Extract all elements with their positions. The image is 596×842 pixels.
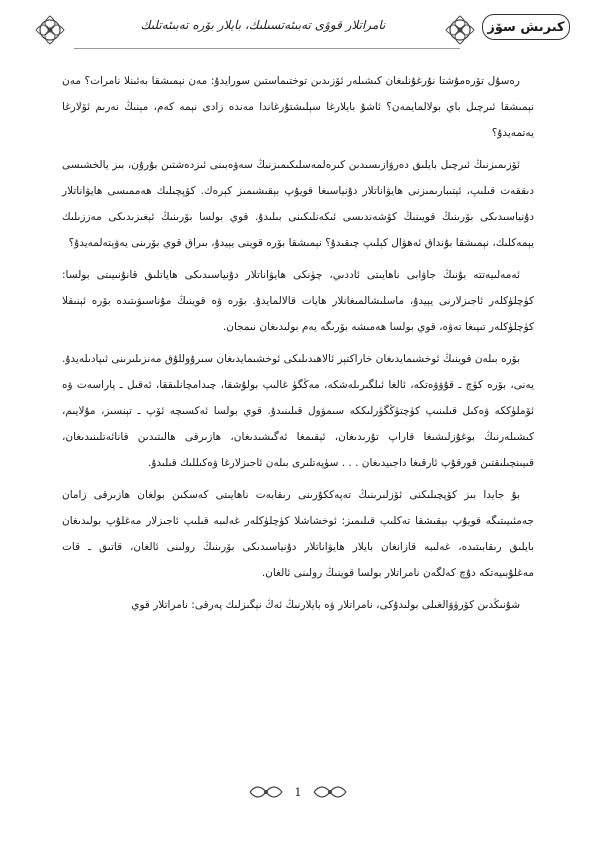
paragraph: رەسۇل تۆرەمۇشتا نۇرغۇنلىغان كىشىلەر ئۆزىدىن توختىماستىن سورايدۇ: مەن نېمىشقا بەئىنلا نامرات؟ مەن نېمىشقا ئىرچىل باي بولالمايمەن؟ ئاشۇ بايلارغا سېلىشتۇرغاندا مەندە زادى نېمە كەم، مېنىڭ نەرىم ئۆلارغا يەتمەيدۇ؟ (62, 75, 534, 139)
paragraph: بۆرە بىلەن قوينىڭ ئوخشىمايدىغان خاراكتېر ئالاھىدىلىكى ئوخشىمايدىغان سىرۇوللۇق مەنزىلىرىنى ئىپادىلەيدۇ. يەنى، بۆرە كۈچ ـ قۇۋۋەتكە، ئالغا ئىلگىرىلەشكە، مەڭگۈ غالىپ بولۇشقا، چىدامچانلىققا، ئەقىل ـ پاراسەت ۋە ئۆملۈككە ۋەكىل قىلىنىپ كۈچتۈڭگۈرلىككە سىمۋول قىلىنىدۇ. قوي بولسا ئەكسىچە ئۆپ ـ تېنسىز، مۇلايىم، كىشىلەرنىڭ بوغۇزلىشىغا قاراپ تۇرىدىغان، ئېقىمغا ئەگىشىدىغان، ھازىرقى ھالىتىدىن قانائەتلىنىدىغان، قىيىنچىلىقتىن قورقۇپ ئارقىغا داجىيدىغان . . . سۈپەتلىرى بىلەن ئاجىزلارغا ۋەكىللىك قىلىدۇ. (62, 353, 534, 469)
page-header (30, 10, 570, 50)
flourish-ornament-icon (30, 10, 70, 50)
paragraph: بۇ جايدا بىز كۆپچىلىكنى ئۆزلىرىنىڭ تەپەككۇرىنى رىقابەت ناھايىتى كەسكىن بولغان ھازىرقى زامان جەمئىيىتىگە قويۇپ بېقىشقا تەكلىپ قىلىمىز: ئوخشاشلا كۈچلۈكلەر غەلىبە قىلىپ ئاجىزلار مەغلۇپ بولىدىغان بايلىق رىقابىتىدە، غەلىبە قازانغان بايلار ھايۋاناتلار دۇنياسىدىكى بۆرىنىڭ رولىنى ئالغان، قاتىق ـ قات مەغلۇبىيەتكە دۇچ كەلگەن نامراتلار بولسا قوينىڭ رولىنى ئالغان. (62, 489, 534, 579)
paragraph: شۇنىڭدىن كۆرۈۋالغىلى بولىدۇكى، نامراتلار ۋە بايلارنىڭ ئەڭ نېگىزلىك پەرقى: نامراتلار قوي (131, 599, 520, 611)
footer-ornament-icon (312, 780, 348, 804)
paragraph: ئەمەلىيەتتە بۇنىڭ جاۋابى ناھايىتى ئاددىي، چۈنكى ھايۋاناتلار دۇنياسىدىكى ھاياتلىق قانۇنىيىتى بولسا: كۈچلۈكلەر ئاجىزلارنى يېيدۇ، ماسلىشالمىغانلار ھايات قالالمايدۇ. بۆرە ۋە قوينىڭ مۇناسىۋىتىدە بۆرە ئېنىقلا كۈچلۈكلەر تىپىغا تەۋە، قوي بولسا ھەمىشە بۆرىگە يەم بولىدىغان نىمجان. (62, 269, 534, 333)
paragraph: ئۆزىمىزنىڭ ئىرچىل بايلىق دەرۋازىسىدىن كىرەلمەسلىكىمىزنىڭ سەۋەبىنى ئىزدەشتىن بۇرۇن، بىز يالخشىسى دىققەت قىلىپ، ئېتىبارىمىزنى ھايۋاناتلار دۇنياسىغا قويۇپ بېقىشىمىز كېرەك. كۆپچىلىك ھەممىسى ھايۋاناتلار دۇنياسىدىكى بۆرىنىڭ قويىنىڭ كۆشەندىسى ئىكەنلىكىنى بىلىدۇ. قوي بولسا بۆرىنىڭ ئېغىزىدىكى مەززىلىك يېمەكلىك، نېمىشقا بۇنداق ئەھۋال كېلىپ چىقىدۇ؟ نېمىشقا بۆرە قوينى يېيدۇ، بىراق قوي بۆرىنى يەۋېتەلمەيدۇ؟ (62, 159, 534, 249)
page-footer (238, 776, 358, 812)
section-label-box: كىرىش سۆز (482, 14, 570, 40)
header-divider (74, 48, 460, 49)
flourish-ornament-icon (440, 10, 480, 50)
page-number: 1 (294, 786, 302, 799)
running-title: نامراتلار قوۋى تەبىئەتسىلىك، بايلار بۆرە تەبىئەتلىك (140, 18, 386, 32)
body-text (62, 68, 534, 624)
